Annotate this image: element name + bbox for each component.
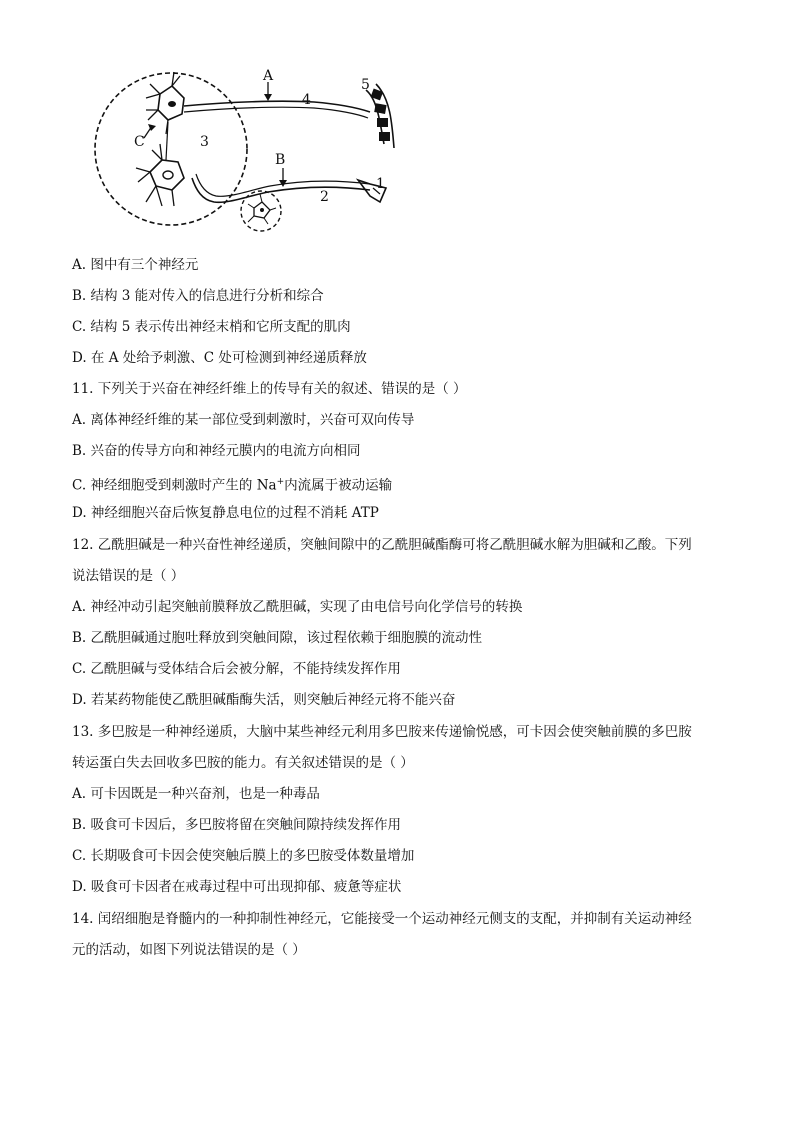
label-b: B xyxy=(275,152,286,168)
q13-option-b: B. 吸食可卡因后，多巴胺将留在突触间隙持续发挥作用 xyxy=(72,817,402,833)
reflex-arc-diagram xyxy=(88,64,408,244)
label-1: 1 xyxy=(376,176,385,192)
q12-option-c: C. 乙酰胆碱与受体结合后会被分解，不能持续发挥作用 xyxy=(72,661,401,677)
q10-option-c: C. 结构 5 表示传出神经末梢和它所支配的肌肉 xyxy=(72,319,351,335)
reflex-arc-figure xyxy=(88,64,408,244)
q13-option-a: A. 可卡因既是一种兴奋剂，也是一种毒品 xyxy=(72,786,320,802)
label-a: A xyxy=(263,68,274,84)
q11-option-c-before: C. 神经细胞受到刺激时产生的 Na xyxy=(72,477,277,494)
label-4: 4 xyxy=(302,92,311,108)
label-5: 5 xyxy=(361,77,370,93)
q11-option-c-sup: + xyxy=(276,477,285,487)
label-2: 2 xyxy=(320,189,329,205)
interneuron-body xyxy=(150,160,184,190)
q11-option-d: D. 神经细胞兴奋后恢复静息电位的过程不消耗 ATP xyxy=(72,505,379,521)
q10-option-a: A. 图中有三个神经元 xyxy=(72,257,199,273)
q11-stem: 11. 下列关于兴奋在神经纤维上的传导有关的叙述、错误的是（ ） xyxy=(72,381,467,397)
q13-option-d: D. 吸食可卡因者在戒毒过程中可出现抑郁、疲惫等症状 xyxy=(72,879,402,895)
q11-option-c-after: 内流属于被动运输 xyxy=(284,477,393,494)
q13-stem-line1: 13. 多巴胺是一种神经递质，大脑中某些神经元利用多巴胺来传递愉悦感，可卡因会使突触前膜的多巴胺 xyxy=(72,724,692,740)
q12-option-d: D. 若某药物能使乙酰胆碱酯酶失活，则突触后神经元将不能兴奋 xyxy=(72,692,456,708)
label-c: C xyxy=(134,134,145,150)
q10-option-d: D. 在 A 处给予刺激、C 处可检测到神经递质释放 xyxy=(72,350,367,366)
q12-stem-line2: 说法错误的是（ ） xyxy=(72,568,185,584)
q14-stem-line1: 14. 闰绍细胞是脊髓内的一种抑制性神经元，它能接受一个运动神经元侧支的支配，并抑制有关运动神经 xyxy=(72,911,692,927)
q11-option-c xyxy=(72,473,392,495)
q10-option-b: B. 结构 3 能对传入的信息进行分析和综合 xyxy=(72,288,324,304)
label-3: 3 xyxy=(200,134,209,150)
q12-stem-line1: 12. 乙酰胆碱是一种兴奋性神经递质，突触间隙中的乙酰胆碱酯酶可将乙酰胆碱水解为胆碱和乙酸。下列 xyxy=(72,537,692,553)
q13-option-c: C. 长期吸食可卡因会使突触后膜上的多巴胺受体数量增加 xyxy=(72,848,415,864)
q14-stem-line2: 元的活动，如图下列说法错误的是（ ） xyxy=(72,942,306,958)
q11-option-a: A. 离体神经纤维的某一部位受到刺激时，兴奋可双向传导 xyxy=(72,412,415,428)
q11-option-b: B. 兴奋的传导方向和神经元膜内的电流方向相同 xyxy=(72,443,361,459)
q13-stem-line2: 转运蛋白失去回收多巴胺的能力。有关叙述错误的是（ ） xyxy=(72,755,414,771)
q12-option-a: A. 神经冲动引起突触前膜释放乙酰胆碱，实现了由电信号向化学信号的转换 xyxy=(72,599,523,615)
q12-option-b: B. 乙酰胆碱通过胞吐释放到突触间隙，该过程依赖于细胞膜的流动性 xyxy=(72,630,483,646)
